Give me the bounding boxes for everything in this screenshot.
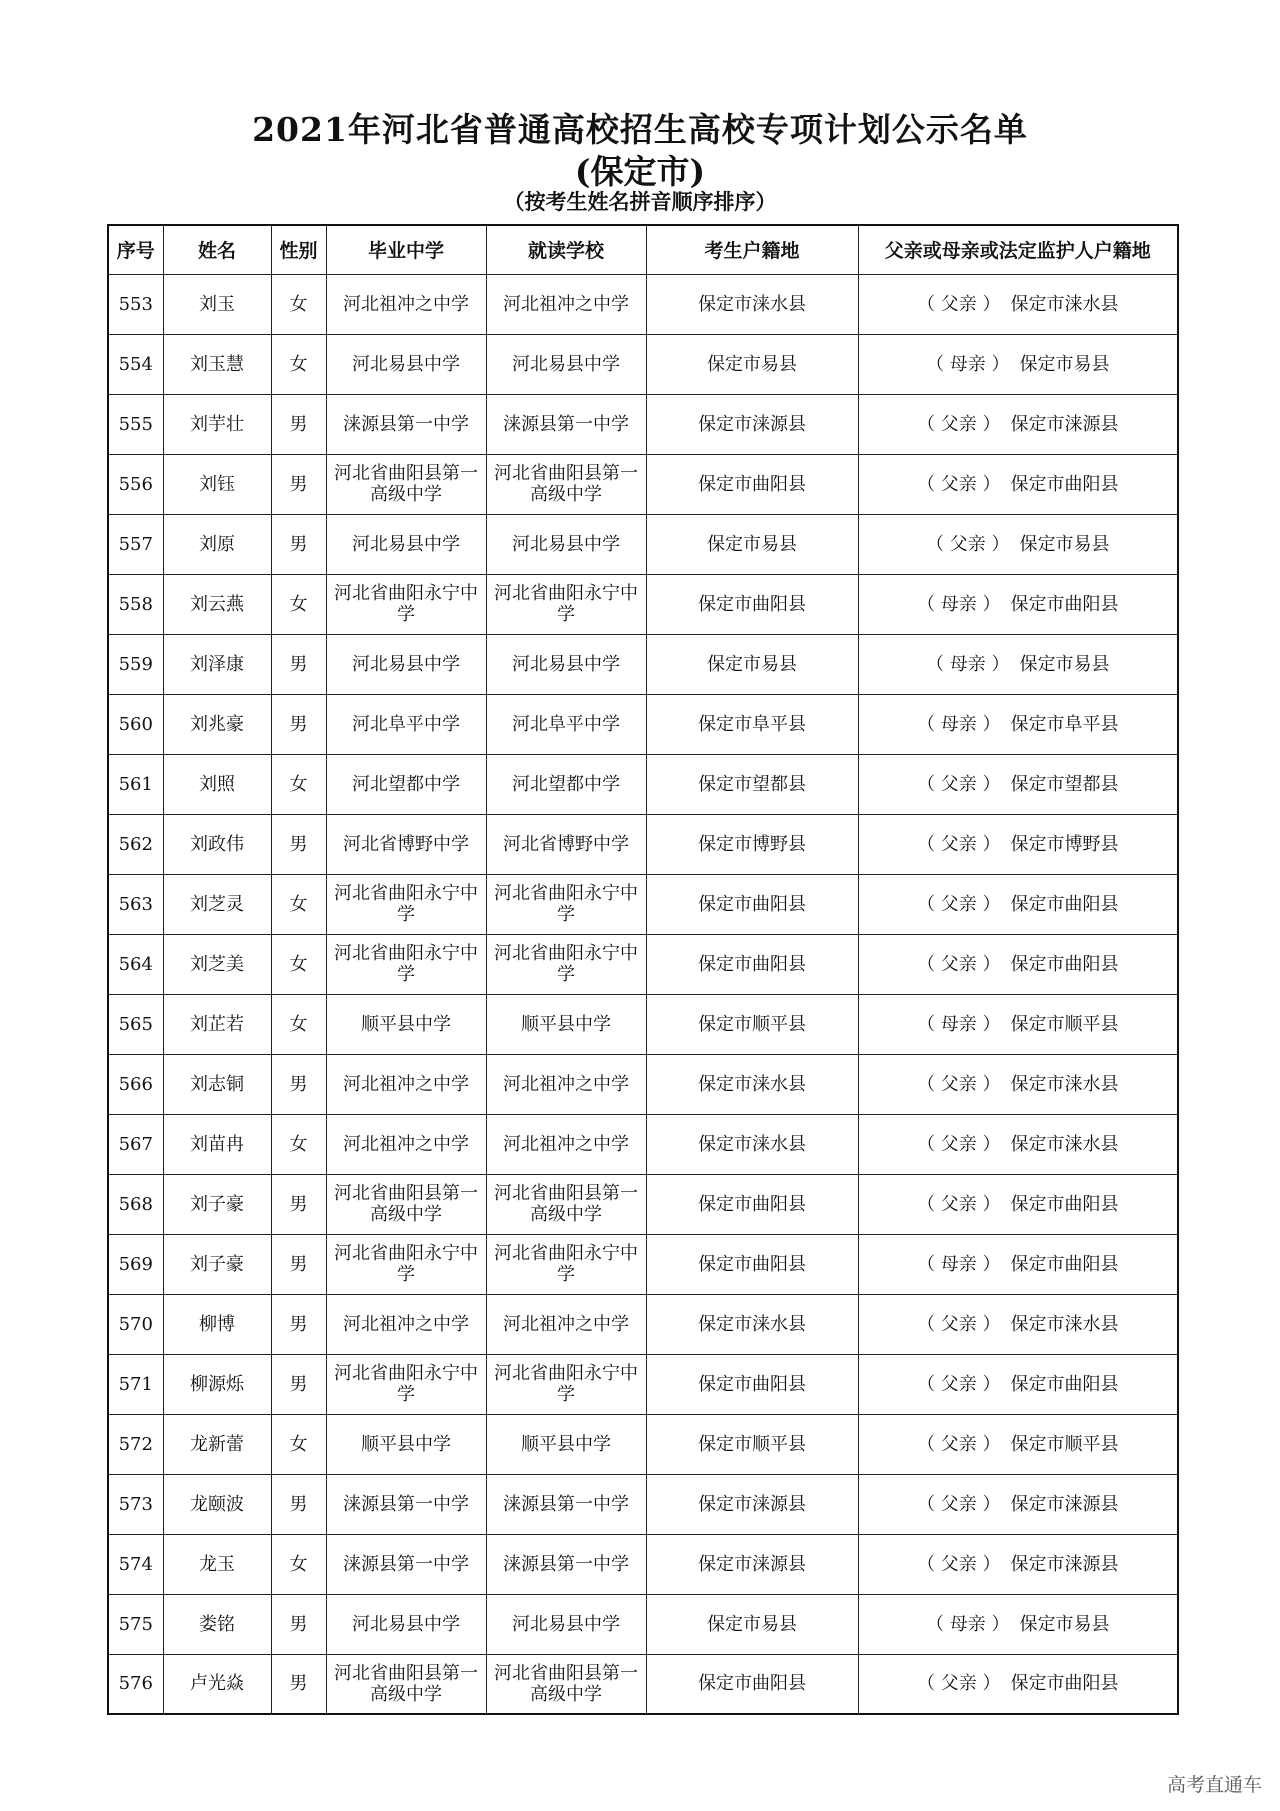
cell-sex: 女 <box>271 994 326 1054</box>
cell-name: 刘苗冉 <box>163 1114 271 1174</box>
cell-sex: 女 <box>271 1114 326 1174</box>
cell-sex: 女 <box>271 874 326 934</box>
parent-relation: （ 母亲 ） <box>926 1613 1010 1635</box>
cell-no: 561 <box>108 754 163 814</box>
cell-sex: 男 <box>271 1294 326 1354</box>
cell-parent-hukou <box>858 1654 1178 1714</box>
cell-sex: 男 <box>271 814 326 874</box>
cell-no: 564 <box>108 934 163 994</box>
cell-parent-hukou <box>858 994 1178 1054</box>
table-row <box>108 754 1178 814</box>
cell-name: 刘兆豪 <box>163 694 271 754</box>
cell-hukou: 保定市曲阳县 <box>646 874 858 934</box>
cell-name: 刘钰 <box>163 454 271 514</box>
parent-place: 保定市易县 <box>1019 533 1110 555</box>
cell-grad-school: 河北省曲阳永宁中学 <box>326 1354 486 1414</box>
header-name: 姓名 <box>163 225 271 274</box>
cell-parent-hukou <box>858 1534 1178 1594</box>
parent-place: 保定市涞源县 <box>1010 413 1119 435</box>
cell-study-school: 河北省曲阳永宁中学 <box>486 934 646 994</box>
cell-no: 575 <box>108 1594 163 1654</box>
parent-place: 保定市涞源县 <box>1010 1493 1119 1515</box>
cell-sex: 男 <box>271 1474 326 1534</box>
cell-grad-school: 河北祖冲之中学 <box>326 274 486 334</box>
parent-relation: （ 父亲 ） <box>926 533 1010 555</box>
cell-no: 568 <box>108 1174 163 1234</box>
cell-parent-hukou <box>858 754 1178 814</box>
table-row <box>108 334 1178 394</box>
cell-study-school: 涞源县第一中学 <box>486 1534 646 1594</box>
cell-hukou: 保定市涞源县 <box>646 1474 858 1534</box>
cell-grad-school: 河北省曲阳永宁中学 <box>326 574 486 634</box>
cell-parent-hukou <box>858 1594 1178 1654</box>
cell-no: 573 <box>108 1474 163 1534</box>
parent-place: 保定市涞水县 <box>1010 1133 1119 1155</box>
cell-sex: 男 <box>271 454 326 514</box>
table-row <box>108 934 1178 994</box>
cell-study-school: 河北易县中学 <box>486 1594 646 1654</box>
cell-no: 558 <box>108 574 163 634</box>
cell-hukou: 保定市涞水县 <box>646 274 858 334</box>
cell-study-school: 河北省曲阳永宁中学 <box>486 1354 646 1414</box>
cell-no: 563 <box>108 874 163 934</box>
parent-relation: （ 父亲 ） <box>917 1073 1001 1095</box>
parent-relation: （ 父亲 ） <box>917 833 1001 855</box>
cell-parent-hukou <box>858 334 1178 394</box>
cell-hukou: 保定市涞源县 <box>646 1534 858 1594</box>
cell-grad-school: 河北省博野中学 <box>326 814 486 874</box>
cell-hukou: 保定市易县 <box>646 334 858 394</box>
table-row <box>108 514 1178 574</box>
parent-relation: （ 父亲 ） <box>917 893 1001 915</box>
table-row <box>108 1354 1178 1414</box>
cell-sex: 男 <box>271 1234 326 1294</box>
table-row <box>108 394 1178 454</box>
cell-study-school: 河北祖冲之中学 <box>486 1294 646 1354</box>
cell-sex: 女 <box>271 754 326 814</box>
header-study-school: 就读学校 <box>486 225 646 274</box>
cell-hukou: 保定市博野县 <box>646 814 858 874</box>
cell-no: 554 <box>108 334 163 394</box>
cell-name: 刘政伟 <box>163 814 271 874</box>
cell-hukou: 保定市曲阳县 <box>646 1654 858 1714</box>
parent-place: 保定市望都县 <box>1010 773 1119 795</box>
cell-parent-hukou <box>858 514 1178 574</box>
cell-name: 柳博 <box>163 1294 271 1354</box>
parent-relation: （ 母亲 ） <box>926 353 1010 375</box>
cell-name: 刘志铜 <box>163 1054 271 1114</box>
cell-grad-school: 河北易县中学 <box>326 514 486 574</box>
cell-parent-hukou <box>858 1054 1178 1114</box>
parent-relation: （ 母亲 ） <box>917 1253 1001 1275</box>
cell-study-school: 河北省曲阳永宁中学 <box>486 1234 646 1294</box>
parent-place: 保定市曲阳县 <box>1010 473 1119 495</box>
cell-no: 570 <box>108 1294 163 1354</box>
cell-hukou: 保定市涞水县 <box>646 1054 858 1114</box>
cell-name: 刘芋壮 <box>163 394 271 454</box>
cell-sex: 女 <box>271 934 326 994</box>
table-row <box>108 1474 1178 1534</box>
cell-study-school: 河北易县中学 <box>486 634 646 694</box>
cell-sex: 男 <box>271 1174 326 1234</box>
parent-relation: （ 父亲 ） <box>917 1553 1001 1575</box>
parent-relation: （ 父亲 ） <box>917 1673 1001 1695</box>
cell-grad-school: 河北省曲阳永宁中学 <box>326 874 486 934</box>
parent-place: 保定市涞水县 <box>1010 293 1119 315</box>
table-row <box>108 1534 1178 1594</box>
cell-name: 刘子豪 <box>163 1174 271 1234</box>
cell-study-school: 河北省曲阳县第一高级中学 <box>486 1174 646 1234</box>
cell-no: 557 <box>108 514 163 574</box>
cell-sex: 男 <box>271 1354 326 1414</box>
parent-place: 保定市曲阳县 <box>1010 1373 1119 1395</box>
cell-grad-school: 涞源县第一中学 <box>326 1534 486 1594</box>
header-sex: 性别 <box>271 225 326 274</box>
cell-no: 567 <box>108 1114 163 1174</box>
cell-no: 571 <box>108 1354 163 1414</box>
table-row <box>108 454 1178 514</box>
cell-hukou: 保定市顺平县 <box>646 1414 858 1474</box>
cell-no: 572 <box>108 1414 163 1474</box>
parent-relation: （ 母亲 ） <box>926 653 1010 675</box>
cell-name: 刘云燕 <box>163 574 271 634</box>
table-row <box>108 1654 1178 1714</box>
cell-grad-school: 河北省曲阳永宁中学 <box>326 1234 486 1294</box>
cell-name: 刘泽康 <box>163 634 271 694</box>
cell-name: 刘玉 <box>163 274 271 334</box>
cell-parent-hukou <box>858 1414 1178 1474</box>
cell-grad-school: 河北易县中学 <box>326 334 486 394</box>
table-row <box>108 574 1178 634</box>
cell-name: 卢光焱 <box>163 1654 271 1714</box>
cell-study-school: 河北望都中学 <box>486 754 646 814</box>
cell-study-school: 顺平县中学 <box>486 1414 646 1474</box>
table-row <box>108 694 1178 754</box>
cell-hukou: 保定市曲阳县 <box>646 574 858 634</box>
cell-hukou: 保定市曲阳县 <box>646 934 858 994</box>
cell-parent-hukou <box>858 274 1178 334</box>
cell-grad-school: 顺平县中学 <box>326 994 486 1054</box>
parent-place: 保定市曲阳县 <box>1010 893 1119 915</box>
cell-no: 566 <box>108 1054 163 1114</box>
table-row <box>108 1174 1178 1234</box>
cell-parent-hukou <box>858 934 1178 994</box>
header-parent-hukou: 父亲或母亲或法定监护人户籍地 <box>858 225 1178 274</box>
cell-no: 574 <box>108 1534 163 1594</box>
parent-place: 保定市易县 <box>1019 653 1110 675</box>
cell-parent-hukou <box>858 574 1178 634</box>
cell-no: 565 <box>108 994 163 1054</box>
cell-grad-school: 河北阜平中学 <box>326 694 486 754</box>
cell-sex: 男 <box>271 634 326 694</box>
cell-hukou: 保定市阜平县 <box>646 694 858 754</box>
cell-hukou: 保定市涞源县 <box>646 394 858 454</box>
cell-parent-hukou <box>858 1174 1178 1234</box>
cell-no: 559 <box>108 634 163 694</box>
parent-relation: （ 父亲 ） <box>917 413 1001 435</box>
cell-study-school: 河北省曲阳县第一高级中学 <box>486 454 646 514</box>
cell-hukou: 保定市易县 <box>646 634 858 694</box>
cell-grad-school: 河北省曲阳县第一高级中学 <box>326 1174 486 1234</box>
cell-parent-hukou <box>858 634 1178 694</box>
cell-parent-hukou <box>858 814 1178 874</box>
cell-hukou: 保定市曲阳县 <box>646 454 858 514</box>
parent-relation: （ 父亲 ） <box>917 1373 1001 1395</box>
cell-study-school: 涞源县第一中学 <box>486 1474 646 1534</box>
cell-study-school: 河北阜平中学 <box>486 694 646 754</box>
cell-grad-school: 河北望都中学 <box>326 754 486 814</box>
cell-name: 柳源烁 <box>163 1354 271 1414</box>
cell-grad-school: 涞源县第一中学 <box>326 1474 486 1534</box>
cell-name: 刘芝美 <box>163 934 271 994</box>
table-row <box>108 1114 1178 1174</box>
cell-grad-school: 河北祖冲之中学 <box>326 1114 486 1174</box>
parent-relation: （ 父亲 ） <box>917 773 1001 795</box>
cell-grad-school: 河北易县中学 <box>326 634 486 694</box>
parent-place: 保定市顺平县 <box>1010 1013 1119 1035</box>
cell-sex: 男 <box>271 394 326 454</box>
cell-study-school: 河北省曲阳永宁中学 <box>486 874 646 934</box>
cell-no: 556 <box>108 454 163 514</box>
cell-grad-school: 河北省曲阳县第一高级中学 <box>326 1654 486 1714</box>
parent-place: 保定市曲阳县 <box>1010 1193 1119 1215</box>
cell-study-school: 顺平县中学 <box>486 994 646 1054</box>
watermark: 高考直通车 <box>1166 1774 1262 1796</box>
cell-sex: 女 <box>271 1414 326 1474</box>
cell-study-school: 河北省博野中学 <box>486 814 646 874</box>
table-row <box>108 1594 1178 1654</box>
cell-no: 553 <box>108 274 163 334</box>
page-subtitle: (保定市) <box>574 152 706 191</box>
cell-no: 555 <box>108 394 163 454</box>
cell-name: 刘玉慧 <box>163 334 271 394</box>
cell-hukou: 保定市易县 <box>646 1594 858 1654</box>
header-no: 序号 <box>108 225 163 274</box>
parent-place: 保定市阜平县 <box>1010 713 1119 735</box>
parent-place: 保定市曲阳县 <box>1010 593 1119 615</box>
cell-name: 刘照 <box>163 754 271 814</box>
parent-relation: （ 父亲 ） <box>917 1193 1001 1215</box>
parent-place: 保定市涞水县 <box>1010 1073 1119 1095</box>
applicant-table <box>107 224 1179 1715</box>
cell-sex: 男 <box>271 1654 326 1714</box>
cell-name: 龙新蕾 <box>163 1414 271 1474</box>
cell-study-school: 河北祖冲之中学 <box>486 274 646 334</box>
cell-grad-school: 顺平县中学 <box>326 1414 486 1474</box>
cell-grad-school: 河北祖冲之中学 <box>326 1054 486 1114</box>
cell-parent-hukou <box>858 1354 1178 1414</box>
cell-name: 刘芷若 <box>163 994 271 1054</box>
cell-name: 刘芝灵 <box>163 874 271 934</box>
table-row <box>108 994 1178 1054</box>
cell-hukou: 保定市易县 <box>646 514 858 574</box>
cell-study-school: 河北祖冲之中学 <box>486 1054 646 1114</box>
cell-name: 龙颐波 <box>163 1474 271 1534</box>
cell-name: 刘原 <box>163 514 271 574</box>
cell-study-school: 河北祖冲之中学 <box>486 1114 646 1174</box>
cell-grad-school: 河北易县中学 <box>326 1594 486 1654</box>
cell-no: 569 <box>108 1234 163 1294</box>
cell-sex: 男 <box>271 514 326 574</box>
page-title: 2021年河北省普通高校招生高校专项计划公示名单 <box>252 110 1028 149</box>
cell-study-school: 河北易县中学 <box>486 334 646 394</box>
cell-parent-hukou <box>858 454 1178 514</box>
cell-parent-hukou <box>858 1474 1178 1534</box>
cell-hukou: 保定市曲阳县 <box>646 1234 858 1294</box>
parent-place: 保定市易县 <box>1019 353 1110 375</box>
parent-relation: （ 母亲 ） <box>917 593 1001 615</box>
cell-sex: 女 <box>271 334 326 394</box>
parent-relation: （ 母亲 ） <box>917 713 1001 735</box>
parent-place: 保定市曲阳县 <box>1010 953 1119 975</box>
cell-hukou: 保定市顺平县 <box>646 994 858 1054</box>
parent-place: 保定市曲阳县 <box>1010 1673 1119 1695</box>
parent-place: 保定市易县 <box>1019 1613 1110 1635</box>
parent-place: 保定市涞源县 <box>1010 1553 1119 1575</box>
cell-parent-hukou <box>858 694 1178 754</box>
cell-hukou: 保定市曲阳县 <box>646 1174 858 1234</box>
cell-study-school: 涞源县第一中学 <box>486 394 646 454</box>
header-hukou: 考生户籍地 <box>646 225 858 274</box>
table-row <box>108 1294 1178 1354</box>
parent-relation: （ 父亲 ） <box>917 1433 1001 1455</box>
parent-relation: （ 父亲 ） <box>917 1313 1001 1335</box>
cell-study-school: 河北易县中学 <box>486 514 646 574</box>
table-row <box>108 274 1178 334</box>
table-row <box>108 1414 1178 1474</box>
cell-grad-school: 涞源县第一中学 <box>326 394 486 454</box>
parent-relation: （ 父亲 ） <box>917 293 1001 315</box>
parent-relation: （ 母亲 ） <box>917 1013 1001 1035</box>
cell-sex: 男 <box>271 1054 326 1114</box>
cell-hukou: 保定市曲阳县 <box>646 1354 858 1414</box>
parent-place: 保定市博野县 <box>1010 833 1119 855</box>
table-row <box>108 874 1178 934</box>
header-grad-school: 毕业中学 <box>326 225 486 274</box>
parent-relation: （ 父亲 ） <box>917 1493 1001 1515</box>
cell-hukou: 保定市涞水县 <box>646 1294 858 1354</box>
cell-no: 576 <box>108 1654 163 1714</box>
parent-relation: （ 父亲 ） <box>917 953 1001 975</box>
cell-hukou: 保定市涞水县 <box>646 1114 858 1174</box>
parent-place: 保定市曲阳县 <box>1010 1253 1119 1275</box>
cell-hukou: 保定市望都县 <box>646 754 858 814</box>
cell-parent-hukou <box>858 394 1178 454</box>
cell-sex: 男 <box>271 1594 326 1654</box>
cell-grad-school: 河北祖冲之中学 <box>326 1294 486 1354</box>
cell-no: 562 <box>108 814 163 874</box>
sort-note: （按考生姓名拼音顺序排序） <box>503 189 777 214</box>
cell-sex: 男 <box>271 694 326 754</box>
cell-parent-hukou <box>858 1294 1178 1354</box>
parent-place: 保定市涞水县 <box>1010 1313 1119 1335</box>
cell-name: 娄铭 <box>163 1594 271 1654</box>
table-row <box>108 1234 1178 1294</box>
cell-study-school: 河北省曲阳县第一高级中学 <box>486 1654 646 1714</box>
cell-parent-hukou <box>858 1114 1178 1174</box>
cell-study-school: 河北省曲阳永宁中学 <box>486 574 646 634</box>
cell-sex: 女 <box>271 574 326 634</box>
cell-grad-school: 河北省曲阳县第一高级中学 <box>326 454 486 514</box>
cell-name: 刘子豪 <box>163 1234 271 1294</box>
parent-relation: （ 父亲 ） <box>917 473 1001 495</box>
cell-no: 560 <box>108 694 163 754</box>
cell-sex: 女 <box>271 1534 326 1594</box>
table-row <box>108 634 1178 694</box>
table-header-row <box>108 225 1178 274</box>
table-row <box>108 814 1178 874</box>
cell-name: 龙玉 <box>163 1534 271 1594</box>
cell-sex: 女 <box>271 274 326 334</box>
cell-parent-hukou <box>858 874 1178 934</box>
table-row <box>108 1054 1178 1114</box>
cell-parent-hukou <box>858 1234 1178 1294</box>
parent-relation: （ 父亲 ） <box>917 1133 1001 1155</box>
parent-place: 保定市顺平县 <box>1010 1433 1119 1455</box>
cell-grad-school: 河北省曲阳永宁中学 <box>326 934 486 994</box>
